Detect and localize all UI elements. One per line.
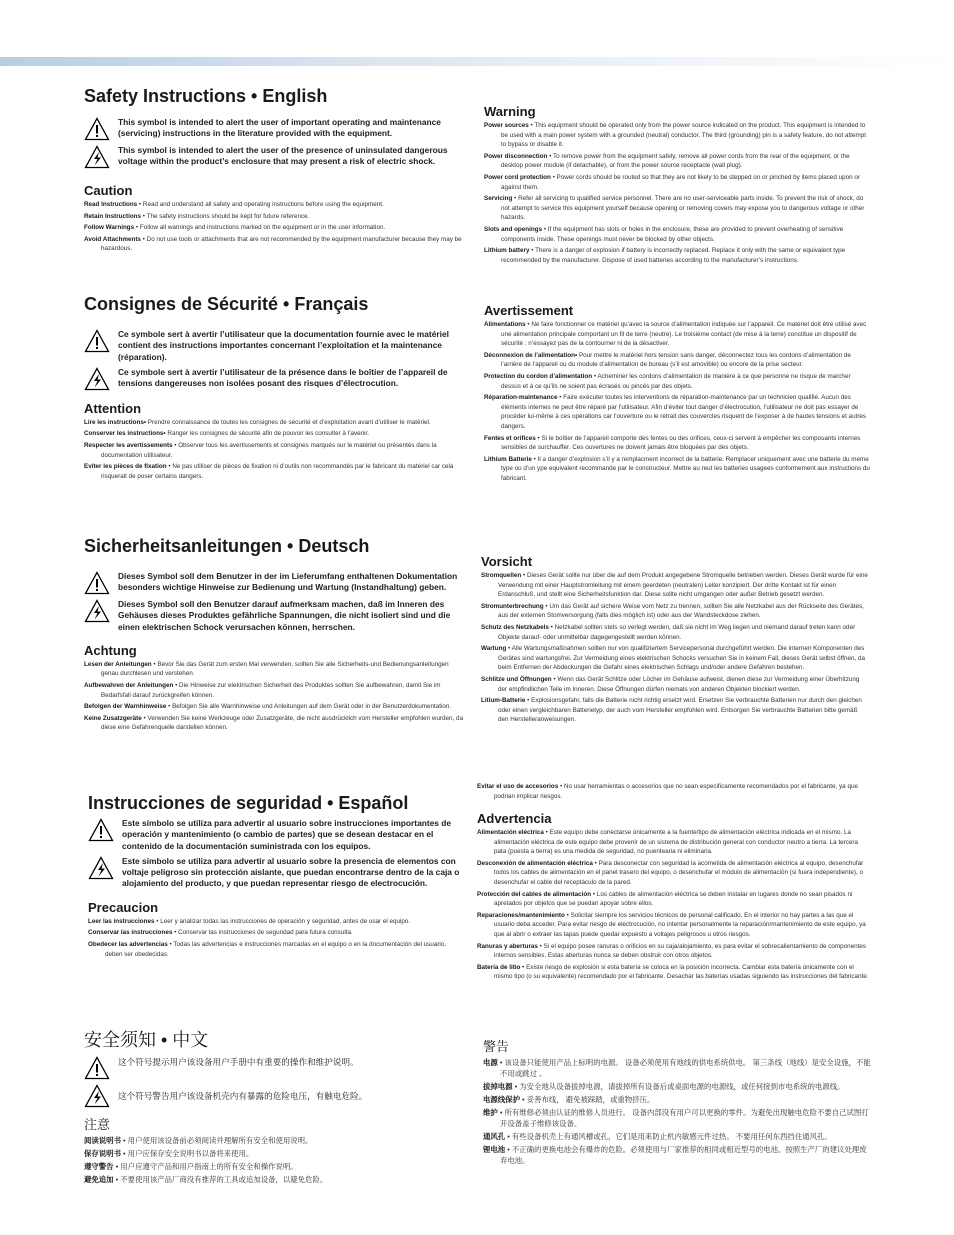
chinese-voltage-symbol-row <box>84 1084 464 1108</box>
list-item: 锂电池 • 不正确的更换电池会有爆炸的危险。必须使用与厂家推荐的相同或相近型号的电池。按照生产厂的建议处理废弃电池。 <box>483 1145 867 1165</box>
list-item: Batería de litio • Existe riesgo de explosión si esta batería se coloca en la posición incorrecta. Cambiar esta batería únicamente con el mismo tipo (o su equivalente) recomendado por el fabricante. Desachar las baterías usadas siguiendo las instrucciones del fabricante. <box>477 963 869 981</box>
spanish-extra-caution <box>477 780 869 803</box>
list-item: Protection du cordon d’alimentation • Acheminer les cordons d’alimentation de manière à ce que personne ne risque de marcher dessus et à ce qu’ils ne soient pas écrasés ou pincés par des objets. <box>484 372 851 390</box>
list-item: Lithium battery • There is a danger of explosion if battery is incorrectly replaced. Replace it only with the same or equivalent type recommended by the manufacturer. Dispose of used batteries according to the manufacturer’s instructions. <box>484 247 846 264</box>
list-item: Wartung • Alle Wartungsmaßnahmen sollten nur von qualifiziertem Servicepersonal durchgeführt werden. Die internen Komponenten des Gerätes sind wartungsfrei. Zur Vermeidung eines elektrischen Schocks versuchen Sie in keinem Fall, dieses Gerät selbst öffnen, da beim Entfernen der Abdeckungen die Gefahr eines elektrischen Schlags und/oder andere Gefahren bestehen. <box>481 645 866 672</box>
list-item: Power cord protection • Power cords should be routed so that they are not likely to be stepped on or pinched by items placed upon or against them. <box>484 173 861 191</box>
german-caution-list <box>84 660 464 733</box>
list-item: Desconexión de alimentación eléctrica • Para desconectar con seguridad la acometida de alimentación eléctrica al equipo, desenchufar todos los cables de alimentación en el panel trasero del equipo, o desenchufar el módulo de alimentación (si fuera independiente), o desenchufar el cable del receptáculo de la pared. <box>477 859 864 886</box>
german-section <box>84 536 464 735</box>
spanish-warning-list <box>477 828 869 982</box>
english-warning-heading: Warning <box>484 104 536 119</box>
lightning-triangle-icon <box>84 367 110 391</box>
french-caution-list <box>84 418 464 482</box>
exclamation-triangle-icon <box>84 329 110 353</box>
french-title: Consignes de Sécurité • Français <box>84 294 369 314</box>
french-voltage-symbol-text: Ce symbole sert à avertir l’utilisateur de la présence dans le boîtier de l’appareil de tensions dangereuses non isolées posant des risques d’électrocution. <box>118 366 448 389</box>
german-caution-heading: Achtung <box>84 642 137 658</box>
list-item: 通风孔 • 有些设备机壳上有通风槽或孔，它们是用来防止机内敏感元件过热。 不要用任何东西挡住通风孔。 <box>483 1132 832 1141</box>
list-item: Déconnexion de l’alimentation• Pour mettre le matériel hors tension sans danger, déconnectez tous les cordons d’alimentation de l’arrière de l’appareil ou du module d’alimentation de bureau (s’il est amovible) ou encore de la prise secteur. <box>484 351 851 369</box>
spanish-extra-list <box>477 782 869 801</box>
french-warning-list <box>484 320 870 484</box>
german-voltage-symbol-row <box>84 599 464 633</box>
french-voltage-symbol-row <box>84 367 464 391</box>
english-info-symbol-row <box>84 117 464 141</box>
list-item: 避免追加 • 不要使用该产品厂商没有推荐的工具或追加设备，以避免危险。 <box>84 1175 328 1184</box>
list-item: Befolgen der Warnhinweise • Befolgen Sie alle Warnhinweise und Anleitungen auf dem Gerät oder in der Benutzerdokumentation. <box>84 703 452 711</box>
spanish-title: Instrucciones de seguridad • Español <box>88 793 409 813</box>
list-item: Alimentations • Ne faire fonctionner ce matériel qu’avec la source d’alimentation indiquée sur l’appareil. Ce matériel doit être utilisé avec une alimentation principale comportant un fil de terre (neutre). Le troisième contact (de mise à la terre) constitue un dispositif de sécurité : n’essayez pas de la contourner ni de la désactiver. <box>484 321 867 348</box>
english-warning-list <box>484 121 870 265</box>
list-item: 遵守警告 • 用户应遵守产品和用户指南上的所有安全和操作说明。 <box>84 1162 298 1171</box>
list-item: Power disconnection • To remove power from the equipment safely, remove all power cords from the rear of the equipment, or the desktop power module (if detachable), or from the power source receptacle (wall plug). <box>484 152 850 170</box>
french-warning-section <box>484 303 870 486</box>
lightning-triangle-icon <box>84 1084 110 1108</box>
list-item: 保存说明书 • 用户应保存安全说明书以备将来使用。 <box>84 1149 254 1158</box>
list-item: Retain Instructions • The safety instructions should be kept for future reference. <box>84 212 310 220</box>
list-item: Evitar el uso de accesorios • No usar herramientas o accesorios que no sean especificamente recomendados por el fabricante, ya que podrian implicar riesgos. <box>477 783 858 800</box>
list-item: 阅读说明书 • 用户使用该设备前必须阅读并理解所有安全和使用说明。 <box>84 1136 313 1145</box>
list-item: Conservar las instrucciones • Conservar las instrucciones de seguridad para futura consulta. <box>88 929 353 937</box>
spanish-info-symbol-text: Este símbolo se utiliza para advertir al usuario sobre instrucciones importantes de operación y mantenimiento (o cambio de partes) que se desean destacar en el contenido de la documentación suministrada con los equipos. <box>122 818 452 851</box>
list-item: Reparaciones/mantenimiento • Solicitar siempre los servicios técnicos de personal calificado. En el interior no hay partes a las que el usuario deba acceder. Para evitar riesgo de electrocución, no intentar personalmente la reparación/mantenimiento de este equipo, ya que al abrir o extraer las tapas puede quedar expuesto a voltajes peligrosos u otros riesgos. <box>477 911 866 938</box>
list-item: Respecter les avertissements • Observer tous les avertissements et consignes marqués sur le matériel ou présentés dans la documentation utilisateur. <box>84 442 437 459</box>
list-item: 电源 • 该设备只能使用产品上标明的电源。 设备必须使用有地线的供电系统供电。 第三条线（地线）是安全设施，不能不用或跳过 。 <box>483 1058 871 1078</box>
list-item: Read Instructions • Read and understand all safety and operating instructions before using the equipment. <box>84 201 384 208</box>
chinese-voltage-symbol-text: 这个符号警告用户该设备机壳内有暴露的危险电压，有触电危险。 <box>118 1091 368 1101</box>
english-warning-section <box>484 104 870 267</box>
list-item: Réparation-maintenance • Faire exécuter toutes les interventions de réparation-maintenance par un technicien qualifié. Aucun des éléments internes ne peut être réparé par l’utilisateur. Afin d’éviter tout danger d’électrocution, l’utilisateur ne doit pas essayer de procéder lui-même à ces opérations car l’ouverture ou le retrait des couvercles risquent de l’exposer à de hautes tensions et autres dangers. <box>484 394 867 430</box>
english-voltage-symbol-row <box>84 145 464 169</box>
french-info-symbol-row <box>84 329 464 363</box>
list-item: Litium-Batterie • Explosionsgefahr, falls die Batterie nicht richtig ersetzt wird. Ersetzen Sie verbrauchte Batterien nur durch den gleichen oder einen vergleichbaren Batterietyp, der auch vom Hersteller empfohlen wird. Entsorgen Sie verbrauchte Batterien bitte gemäß den Herstelleranweisungen. <box>481 697 862 724</box>
english-title: Safety Instructions • English <box>84 86 328 106</box>
english-section <box>84 86 464 256</box>
chinese-warning-section <box>483 1036 871 1168</box>
list-item: Stromquellen • Dieses Gerät sollte nur über die auf dem Produkt angegebene Stromquelle betrieben werden. Dieses Gerät wurde für eine Verwendung mit einer Hauptstromleitung mit einem geerdeten (neutralen) Leiter konzipiert. Der dritte Kontakt ist für einen Erdanschluß, und stellt eine Sicherheitsfunktion dar. Diese sollte nicht umgangen oder außer Betrieb gesetzt werden. <box>481 572 868 599</box>
list-item: 拔掉电源 • 为安全地从设备拔掉电源，请拔掉所有设备后或桌面电源的电源线，或任何接到市电系统的电源线。 <box>483 1082 845 1091</box>
list-item: Keine Zusatzgeräte • Verwenden Sie keine Werkzeuge oder Zusatzgeräte, die nicht ausdrücklich vom Hersteller empfohlen wurden, da diese eine Gefahrenquelle darstellen können. <box>84 714 464 732</box>
list-item: Fentes et orifices • Si le boîtier de l’appareil comporte des fentes ou des orifices, ceux-ci servent à empêcher les composants internes sensibles de surchauffer. Ces ouvertures ne doivent jamais être bloquées par des objets. <box>484 434 861 452</box>
list-item: Stromunterbrechung • Um das Gerät auf sichere Weise vom Netz zu trennen, sollten Sie alle Netzkabel aus der Rückseite des Gerätes, aus der externen Stomversorgung (falls dies möglich ist) oder aus der Wandsteckdose ziehen. <box>481 602 864 620</box>
list-item: 电源线保护 • 妥善布线， 避免被踩踏，或重物挤压。 <box>483 1095 655 1104</box>
french-warning-heading: Avertissement <box>484 303 574 318</box>
german-info-symbol-row <box>84 571 464 595</box>
list-item: 维护 • 所有维修必须由认证的维修人员进行。 设备内部没有用户可以更换的零件。为避免出现触电危险不要自己试图打开设备盖子维修该设备。 <box>483 1108 869 1128</box>
spanish-voltage-symbol-text: Este símbolo se utiliza para advertir al usuario sobre la presencia de elementos con voltaje peligroso sin protección aislante, que puedan encontrarse dentro de la caja o alojamiento del producto, y que puedan representar riesgo de electrocución. <box>122 855 460 889</box>
english-caution-list <box>84 200 464 254</box>
list-item: Leer las instrucciones • Leer y analizar todas las instrucciones de operación y seguridad, antes de usar el equipo. <box>88 917 411 925</box>
chinese-title: 安全须知 • 中文 <box>84 1030 209 1050</box>
list-item: Avoid Attachments • Do not use tools or attachments that are not recommended by the equipment manufacturer because they may be hazardous. <box>84 235 462 253</box>
list-item: Lesen der Anleitungen • Bevor Sie das Gerät zum ersten Mal verwenden, sollten Sie alle Sicherheits-und Bedienungsanleitungen genau durchlesen und verstehen. <box>84 660 449 678</box>
header-gradient-bar <box>0 57 954 66</box>
list-item: Slots and openings • If the equipment has slots or holes in the enclosure, these are provided to prevent overheating of sensitive components inside. These openings must never be blocked by other objects. <box>484 225 844 243</box>
exclamation-triangle-icon <box>84 571 110 595</box>
list-item: Ranuras y aberturas • Si el equipo posee ranuras o orificios en su caja/alojamiento, es para evitar el sobrecalientamiento de componentes internos sensibles. Estas aberturas nunca se deben obstruir con otros objetos. <box>477 942 867 960</box>
chinese-warning-list <box>483 1057 871 1166</box>
spanish-warning-section <box>477 811 869 984</box>
list-item: Eviter les pièces de fixation • Ne pas utiliser de pièces de fixation ni d’outils non recommandés par le fabricant du matériel car cela risquerait de poser certains dangers. <box>84 463 454 480</box>
list-item: Follow Warnings • Follow all warnings and instructions marked on the equipment or in the user information. <box>84 224 386 232</box>
list-item: Schutz des Netzkabels • Netzkabel sollten stets so verlegt werden, daß sie nicht im Weg liegen und niemand darauf treten kann oder Objekte darauf- oder unmittelbar dagegengestellt werden können. <box>481 623 856 641</box>
list-item: Aufbewahren der Anleitungen • Die Hinweise zur elektrischen Sicherheit des Produktes sollten Sie aufbewahren, damit Sie im Bedarfsfall darauf zurückgreifen können. <box>84 682 441 699</box>
lightning-triangle-icon <box>88 856 114 880</box>
exclamation-triangle-icon <box>84 117 110 141</box>
english-voltage-symbol-text: This symbol is intended to alert the user of the presence of uninsulated dangerous voltage within the product’s enclosure that may present a risk of electric shock. <box>118 145 448 167</box>
list-item: Lire les instructions• Prendre connaissance de toutes les consignes de sécurité et d’exploitation avant d’utiliser le matériel. <box>84 418 431 426</box>
french-caution-heading: Attention <box>84 400 142 416</box>
chinese-warning-heading: 警告 <box>483 1039 510 1054</box>
german-title: Sicherheitsanleitungen • Deutsch <box>84 536 370 556</box>
lightning-triangle-icon <box>84 599 110 623</box>
list-item: Lithium Batterie • Il a danger d’explosion s’il y a remplacment incorrect de la batterie. Remplacer uniquement avec une batterie du meme type ou d’un ype equivalent recommande par le constructeur. Mettre au reut les batteries usagees conformement aux instructions du fabricant. <box>484 455 870 482</box>
list-item: Conserver les instructions• Ranger les consignes de sécurité afin de pouvoir les consulter à l’avenir. <box>84 430 370 438</box>
german-warning-heading: Vorsicht <box>481 554 533 569</box>
spanish-caution-list <box>88 917 464 959</box>
chinese-section <box>84 1026 464 1187</box>
list-item: Protección del cables de alimentación • Los cables de alimentación eléctrica se deben instalar en lugares donde no sean pisados ni apretados por objetos que se puedan apoyar sobre ellos. <box>477 890 853 908</box>
german-warning-list <box>481 571 869 725</box>
english-info-symbol-text: This symbol is intended to alert the user of important operating and maintenance (servicing) instructions in the literature provided with the equipment. <box>118 117 441 139</box>
spanish-warning-heading: Advertencia <box>477 811 552 826</box>
french-info-symbol-text: Ce symbole sert à avertir l’utilisateur que la documentation fournie avec le matériel contient des instructions importantes concernant l’exploitation et la maintenance (réparation). <box>118 329 449 362</box>
spanish-voltage-symbol-row <box>88 856 464 890</box>
exclamation-triangle-icon <box>84 1056 110 1080</box>
list-item: Obedecer las advertencias • Todas las advertencias e instrucciones marcadas en el equipo o en la documentación del usuario, deben ser obedecidas. <box>88 940 447 958</box>
list-item: Alimentación eléctrica • Este equipo debe conectarse únicamente a la fuente/tipo de alimentación eléctrica indicada en el mismo. La alimentación eléctrica de este equipo debe provenir de un sistema de distribución general con conductor neutro a tierra. La tercera pata (puesta a tierra) es una medida de seguridad, no puentearia ni eliminaria. <box>477 829 859 856</box>
exclamation-triangle-icon <box>88 818 114 842</box>
english-caution-heading: Caution <box>84 183 133 198</box>
lightning-triangle-icon <box>84 145 110 169</box>
list-item: Schlitze und Öffnungen • Wenn das Gerät Schlitze oder Löcher im Gehäuse aufweist, dienen diese zur Vermeidung einer Überhitzung der empfindlichen Teile im Inneren. Diese Öffnungen dürfen niemals von anderen Objekten blockiert werden. <box>481 675 860 693</box>
french-section <box>84 294 464 483</box>
spanish-caution-heading: Precaucion <box>88 899 159 915</box>
german-warning-section <box>481 554 869 727</box>
chinese-info-symbol-row <box>84 1056 464 1080</box>
list-item: Servicing • Refer all servicing to qualified service personnel. There are no user-serviceable parts inside. To prevent the risk of shock, do not attempt to service this equipment yourself because opening or removing covers may expose you to dangerous voltage or other hazards. <box>484 195 865 222</box>
spanish-section <box>88 793 464 961</box>
list-item: Power sources • This equipment should be operated only from the power source indicated on the product. This equipment is intended to be used with a main power system with a grounded (neutral) conductor. The third (grounding) pin is a safety feature, do not attempt to bypass or disable it. <box>484 122 866 149</box>
chinese-info-symbol-text: 这个符号提示用户该设备用户手册中有重要的操作和维护说明。 <box>118 1057 359 1067</box>
spanish-info-symbol-row <box>88 818 464 852</box>
chinese-caution-heading: 注意 <box>84 1117 111 1132</box>
german-info-symbol-text: Dieses Symbol soll dem Benutzer in der im Lieferumfang enthaltenen Dokumentation besonders wichtige Hinweise zur Bedienung und Wartung (Instandhaltung) geben. <box>118 571 458 593</box>
german-voltage-symbol-text: Dieses Symbol soll den Benutzer darauf aufmerksam machen, daß im Inneren des Gehäuses dieses Produktes gefährliche Spannungen, die nicht isoliert sind und die einen elektrischen Schock verursachen können, herrschen. <box>118 599 451 632</box>
chinese-caution-list <box>84 1135 464 1185</box>
